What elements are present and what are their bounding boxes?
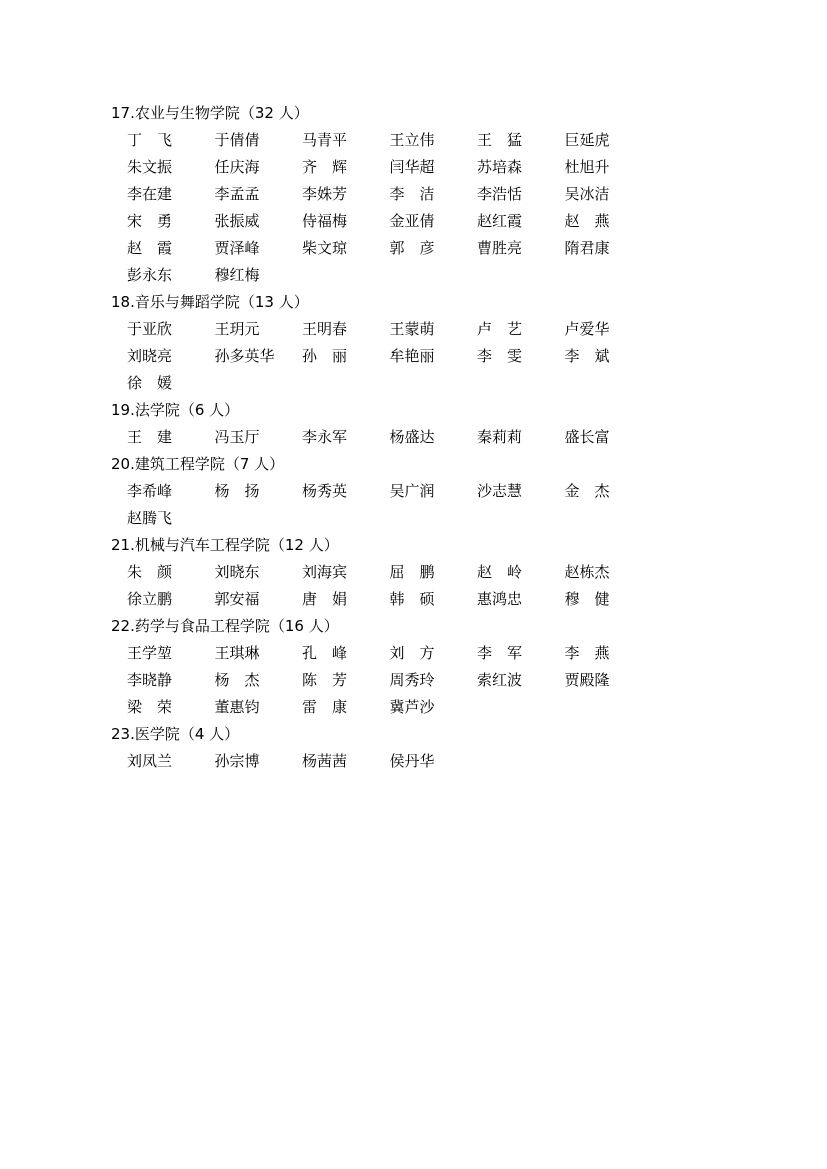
person-name: 牟艳丽 xyxy=(389,347,435,365)
person-name: 沙志慧 xyxy=(477,482,523,500)
person-name: 贾殿隆 xyxy=(564,671,610,689)
person-name: 杨茜茜 xyxy=(302,752,348,770)
person-name: 朱 颜 xyxy=(127,563,173,581)
person-name: 李 雯 xyxy=(477,347,523,365)
name-list xyxy=(127,424,711,451)
person-name: 王蒙萌 xyxy=(389,320,435,338)
person-name: 李在建 xyxy=(127,185,173,203)
person-name: 李 军 xyxy=(477,644,523,662)
person-name: 杜旭升 xyxy=(564,158,610,176)
person-name: 隋君康 xyxy=(564,239,610,257)
name-list xyxy=(127,748,711,775)
person-name: 王琪琳 xyxy=(214,644,260,662)
section-heading: 23.医学院（4 人） xyxy=(111,725,240,743)
person-name: 苏培森 xyxy=(477,158,523,176)
person-name: 杨 扬 xyxy=(214,482,260,500)
person-name: 郭 彦 xyxy=(389,239,435,257)
person-name: 赵 燕 xyxy=(564,212,610,230)
person-name: 李浩恬 xyxy=(477,185,523,203)
person-name: 杨盛达 xyxy=(389,428,435,446)
name-list xyxy=(127,127,711,289)
person-name: 李 洁 xyxy=(389,185,435,203)
person-name: 赵 岭 xyxy=(477,563,523,581)
person-name: 王 建 xyxy=(127,428,173,446)
person-name: 郭安福 xyxy=(214,590,260,608)
person-name: 冀芦沙 xyxy=(389,698,435,716)
person-name: 冯玉厅 xyxy=(214,428,260,446)
person-name: 丁 飞 xyxy=(127,131,173,149)
person-name: 杨 杰 xyxy=(214,671,260,689)
person-name: 马青平 xyxy=(302,131,348,149)
person-name: 李永军 xyxy=(302,428,348,446)
person-name: 周秀玲 xyxy=(389,671,435,689)
person-name: 穆 健 xyxy=(564,590,610,608)
person-name: 王玥元 xyxy=(214,320,260,338)
section-heading: 19.法学院（6 人） xyxy=(111,401,240,419)
person-name: 闫华超 xyxy=(389,158,435,176)
person-name: 刘凤兰 xyxy=(127,752,173,770)
person-name: 王学堃 xyxy=(127,644,173,662)
person-name: 雷 康 xyxy=(302,698,348,716)
section-heading: 22.药学与食品工程学院（16 人） xyxy=(111,617,339,635)
person-name: 孔 峰 xyxy=(302,644,348,662)
person-name: 孙 丽 xyxy=(302,347,348,365)
person-name: 李希峰 xyxy=(127,482,173,500)
person-name: 李 燕 xyxy=(564,644,610,662)
section-heading: 21.机械与汽车工程学院（12 人） xyxy=(111,536,339,554)
person-name: 于亚欣 xyxy=(127,320,173,338)
person-name: 赵 霞 xyxy=(127,239,173,257)
person-name: 任庆海 xyxy=(214,158,260,176)
person-name: 柴文琼 xyxy=(302,239,348,257)
person-name: 宋 勇 xyxy=(127,212,173,230)
name-list xyxy=(127,316,711,397)
name-list xyxy=(127,559,711,613)
person-name: 梁 荣 xyxy=(127,698,173,716)
person-name: 彭永东 xyxy=(127,266,173,284)
person-name: 盛长富 xyxy=(564,428,610,446)
person-name: 索红波 xyxy=(477,671,523,689)
person-name: 吴广润 xyxy=(389,482,435,500)
person-name: 卢爱华 xyxy=(564,320,610,338)
section-heading: 20.建筑工程学院（7 人） xyxy=(111,455,285,473)
person-name: 齐 辉 xyxy=(302,158,348,176)
person-name: 陈 芳 xyxy=(302,671,348,689)
person-name: 赵腾飞 xyxy=(127,509,173,527)
person-name: 董惠钧 xyxy=(214,698,260,716)
person-name: 赵红霞 xyxy=(477,212,523,230)
document-content xyxy=(111,100,711,775)
person-name: 王明春 xyxy=(302,320,348,338)
person-name: 屈 鹏 xyxy=(389,563,435,581)
person-name: 侯丹华 xyxy=(389,752,435,770)
person-name: 李 斌 xyxy=(564,347,610,365)
person-name: 刘海宾 xyxy=(302,563,348,581)
person-name: 曹胜亮 xyxy=(477,239,523,257)
person-name: 秦莉莉 xyxy=(477,428,523,446)
person-name: 韩 硕 xyxy=(389,590,435,608)
person-name: 朱文振 xyxy=(127,158,173,176)
person-name: 刘晓东 xyxy=(214,563,260,581)
person-name: 侍福梅 xyxy=(302,212,348,230)
person-name: 唐 娟 xyxy=(302,590,348,608)
person-name: 卢 艺 xyxy=(477,320,523,338)
person-name: 李孟孟 xyxy=(214,185,260,203)
person-name: 惠鸿忠 xyxy=(477,590,523,608)
person-name: 张振威 xyxy=(214,212,260,230)
person-name: 孙宗博 xyxy=(214,752,260,770)
person-name: 金 杰 xyxy=(564,482,610,500)
name-list xyxy=(127,640,711,721)
name-list xyxy=(127,478,711,532)
person-name: 李晓静 xyxy=(127,671,173,689)
person-name: 吴冰洁 xyxy=(564,185,610,203)
person-name: 王 猛 xyxy=(477,131,523,149)
person-name: 赵栋杰 xyxy=(564,563,610,581)
person-name: 巨延虎 xyxy=(564,131,610,149)
section-heading: 18.音乐与舞蹈学院（13 人） xyxy=(111,293,309,311)
person-name: 金亚倩 xyxy=(389,212,435,230)
person-name: 徐 媛 xyxy=(127,374,173,392)
person-name: 孙多英华 xyxy=(214,347,275,365)
person-name: 贾泽峰 xyxy=(214,239,260,257)
person-name: 李姝芳 xyxy=(302,185,348,203)
section-heading: 17.农业与生物学院（32 人） xyxy=(111,104,309,122)
person-name: 于倩倩 xyxy=(214,131,260,149)
person-name: 徐立鹏 xyxy=(127,590,173,608)
person-name: 王立伟 xyxy=(389,131,435,149)
person-name: 刘晓亮 xyxy=(127,347,173,365)
person-name: 杨秀英 xyxy=(302,482,348,500)
person-name: 刘 方 xyxy=(389,644,435,662)
person-name: 穆红梅 xyxy=(214,266,260,284)
